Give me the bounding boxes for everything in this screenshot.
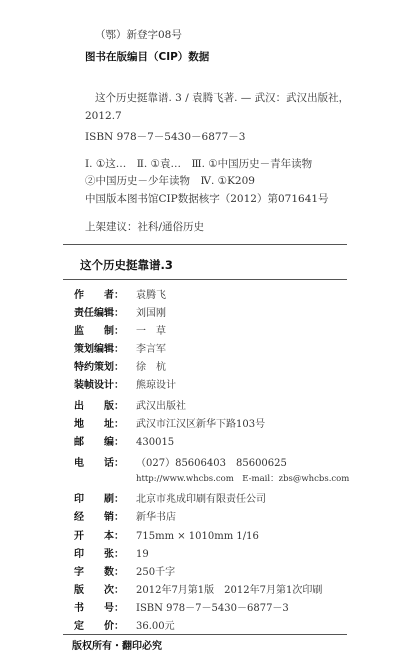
info-value: 2012年7月第1版 2012年7月第1次印刷 [136,585,323,596]
info-label: 电 话： [74,458,124,469]
divider-bottom [63,634,347,635]
info-row-planning-editor [74,340,166,358]
info-label: 书 号： [74,603,124,614]
info-label: 开 本： [74,531,124,542]
info-value: 武汉市江汉区新华下路103号 [136,419,266,430]
info-row-distributor [74,508,176,526]
cip-title: 图书在版编目（CIP）数据 [85,51,210,63]
info-label: 印 张： [74,549,124,560]
shelf-suggestion: 上架建议：社科/通俗历史 [85,221,205,233]
info-value: 715mm × 1010mm 1/16 [136,531,259,542]
rights-notice: 版权所有・翻印必究 [72,641,162,652]
info-row-price [74,617,175,635]
info-value: ISBN 978－7－5430－6877－3 [136,603,289,614]
info-value: 徐 杭 [136,362,166,373]
info-label: 邮 编： [74,437,124,448]
info-label: 印 刷： [74,494,124,505]
info-label: 定 价： [74,621,124,632]
info-row-special-planning [74,358,166,376]
info-value: 北京市兆成印刷有限责任公司 [136,494,266,505]
info-label: 字 数： [74,567,124,578]
info-label: 经 销： [74,512,124,523]
info-value: 250千字 [136,567,176,578]
info-row-supervisor [74,322,166,340]
cip-isbn: ISBN 978－7－5430－6877－3 [85,131,246,143]
info-row-word-count [74,563,175,581]
info-row-sheets [74,545,149,563]
info-row-format [74,527,259,545]
info-row-phone [74,454,287,472]
cip-classification-2: ②中国历史－少年读物 Ⅳ. ①K209 [85,175,255,187]
info-value: 刘国刚 [136,308,166,319]
divider-mid [63,279,347,280]
cip-line-1: 这个历史挺靠谱. 3 / 袁腾飞著. — 武汉：武汉出版社， [95,92,350,104]
info-value: 36.00元 [136,621,175,632]
info-row-design [74,376,176,394]
info-value: 430015 [136,437,175,448]
info-value: 武汉出版社 [136,401,186,412]
info-label: 责任编辑： [74,308,124,319]
info-value: http://www.whcbs.com E-mail：zbs@whcbs.com [136,474,350,484]
info-row-web [74,472,349,490]
info-row-isbn [74,599,289,617]
info-row-author [74,286,166,304]
info-label: 版 次： [74,585,124,596]
info-value: 李言军 [136,344,166,355]
divider-top [63,244,347,245]
cip-classification-1: Ⅰ. ①这… Ⅱ. ①袁… Ⅲ. ①中国历史－青年读物 [85,158,313,170]
info-label: 策划编辑： [74,344,124,355]
book-title: 这个历史挺靠谱.3 [80,258,173,272]
info-label: 监 制： [74,326,124,337]
cip-core-data: 中国版本图书馆CIP数据核字（2012）第071641号 [85,193,329,205]
info-row-editor [74,304,166,322]
info-row-printer [74,490,266,508]
info-value: 19 [136,549,149,560]
registration-number: （鄂）新登字08号 [95,29,182,41]
info-value: 一 草 [136,326,166,337]
info-value: （027）85606403 85600625 [136,458,287,469]
info-row-address [74,415,265,433]
info-value: 袁腾飞 [136,290,166,301]
info-value: 熊琼设计 [136,380,176,391]
info-label: 特约策划： [74,362,124,373]
info-label: 装帧设计： [74,380,124,391]
info-label: 作 者： [74,290,124,301]
info-row-edition [74,581,322,599]
info-row-publisher [74,397,186,415]
info-value: 新华书店 [136,512,176,523]
info-label: 出 版： [74,401,124,412]
info-row-postcode [74,433,174,451]
info-label: 地 址： [74,419,124,430]
cip-line-2: 2012.7 [85,110,122,122]
